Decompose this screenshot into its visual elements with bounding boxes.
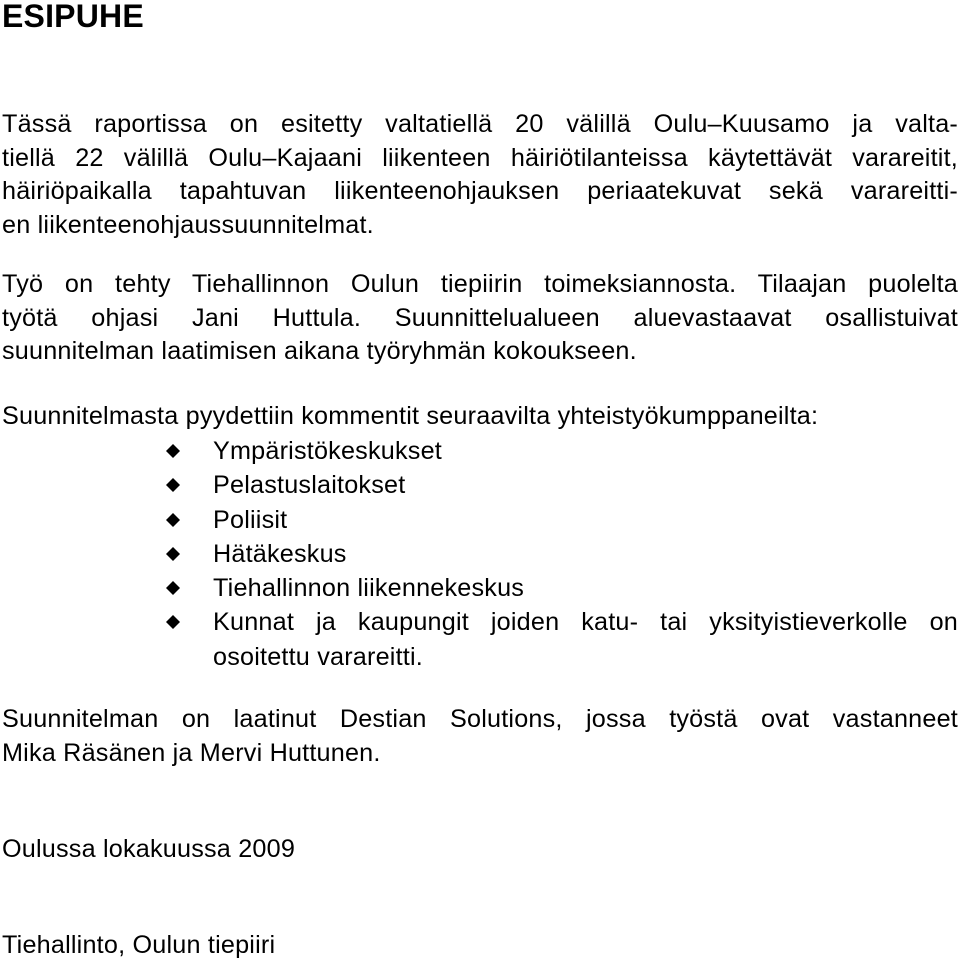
- text-line: häiriöpaikalla tapahtuvan liikenteenohjauksen periaatekuvat sekä varareitti-: [2, 177, 958, 205]
- bullet-dot-icon: [166, 513, 180, 527]
- text-line: en liikenteenohjaussuunnitelmat.: [2, 210, 374, 239]
- list-item: [0, 571, 960, 605]
- place-date: [2, 833, 958, 867]
- text-line: Mika Räsänen ja Mervi Huttunen.: [2, 738, 381, 767]
- list-item-label: [213, 605, 958, 674]
- text-line: Suunnitelman on laatinut Destian Solutions, jossa työstä ovat vastanneet: [2, 705, 958, 733]
- comments-paragraph: [2, 400, 958, 434]
- text-line: Työ on tehty Tiehallinnon Oulun tiepiirin toimeksiannosta. Tilaajan puolelta: [2, 270, 958, 298]
- list-item-label: Poliisit: [213, 505, 288, 534]
- list-item: [0, 537, 960, 571]
- list-item-line: Kunnat ja kaupungit joiden katu- tai yksityistieverkolle on: [213, 608, 958, 637]
- text-line: työtä ohjasi Jani Huttula. Suunnittelualueen aluevastaavat osallistuivat: [2, 303, 958, 332]
- page-title: ESIPUHE: [2, 0, 144, 34]
- authors-paragraph: [2, 703, 958, 770]
- bullet-dot-icon: [166, 478, 180, 492]
- partner-list: [0, 434, 960, 674]
- list-item-label: Tiehallinnon liikennekeskus: [213, 574, 525, 603]
- bullet-dot-icon: [166, 444, 180, 458]
- list-item-label: Hätäkeskus: [213, 539, 347, 568]
- list-item-label: Pelastuslaitokset: [213, 471, 406, 500]
- text-line: Tiehallinto, Oulun tiepiiri: [2, 931, 276, 959]
- text-line: Tässä raportissa on esitetty valtatiellä 20 välillä Oulu–Kuusamo ja valta-: [2, 110, 958, 138]
- text-line: suunnitelman laatimisen aikana työryhmän kokoukseen.: [2, 337, 637, 365]
- list-item: [0, 468, 960, 502]
- list-item: [0, 605, 960, 674]
- text-line: Oulussa lokakuussa 2009: [2, 835, 296, 863]
- text-line: Suunnitelmasta pyydettiin kommentit seuraavilta yhteistyökumppaneilta:: [2, 402, 819, 430]
- bullet-dot-icon: [166, 547, 180, 561]
- signature: [2, 929, 958, 963]
- list-item-line: osoitettu varareitti.: [213, 642, 423, 671]
- text-line: tiellä 22 välillä Oulu–Kajaani liikenteen häiriötilanteissa käytettävät varareitit,: [2, 143, 958, 172]
- bullet-dot-icon: [166, 615, 180, 629]
- list-item: [0, 434, 960, 468]
- bullet-dot-icon: [166, 581, 180, 595]
- list-item: [0, 503, 960, 537]
- list-item-label: Ympäristökeskukset: [213, 437, 442, 465]
- assignment-paragraph: [2, 268, 958, 369]
- intro-paragraph: [2, 108, 958, 242]
